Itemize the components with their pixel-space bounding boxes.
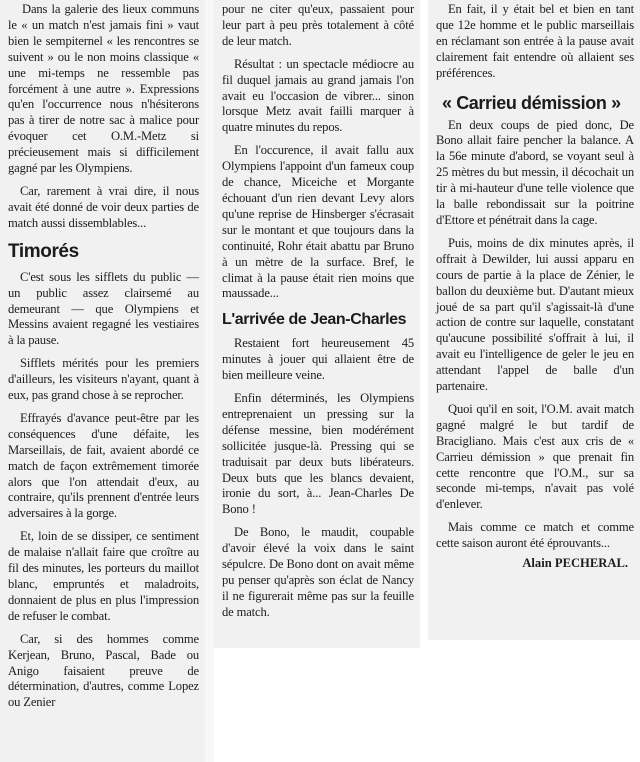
paragraph: Puis, moins de dix minutes après, il offrait à Dewilder, lui aussi apparu en cours de partie à la place de Zénier, le ballon du deuxième but. D'autant mieux joué de sa part qu'il s'agissait-là d'une action de contre sur laquelle, constatant qu'aucune possibilité s'offrait à lui, il avait eu l'intelligence de geler le jeu en attendant l'appel de balle d'un partenaire. bbox=[436, 235, 634, 394]
paragraph: Mais comme ce match et comme cette saison auront été éprouvants... bbox=[436, 520, 634, 551]
paragraph: En l'occurence, il avait fallu aux Olympiens l'appoint d'un fameux coup de chance, Miceiche et Morgante échouant d'un rien devant Levy alors qu'une reprise de Hinsberger s'écrasait sur le montant et que toujours dans la continuité, Rohr était abattu par Bruno à un mètre de la surface. Bref, le climat à la pause était rien moins que maussade... bbox=[222, 143, 414, 301]
paragraph: pour ne citer qu'eux, passaient pour leur part à peu près totalement à côté de leur match. bbox=[222, 2, 414, 48]
article-column-1 bbox=[0, 0, 205, 762]
paragraph: Et, loin de se dissiper, ce sentiment de malaise n'allait faire que croître au fil des minutes, les porteurs du maillot blanc, empruntés et maladroits, donnaient de plus en plus l'impression de refuser le combat. bbox=[8, 529, 199, 623]
paragraph: Car, si des hommes comme Kerjean, Bruno, Pascal, Bade ou Anigo faisaient preuve de détermination, d'autres, comme Lopez ou Zenier bbox=[8, 631, 199, 710]
author-signature: Alain PECHERAL. bbox=[522, 556, 628, 571]
paragraph: Enfin déterminés, les Olympiens entreprenaient un pressing sur la défense messine, bien modérément sollicitée jusque-là. Pressing qui se traduisait par deux buts libérateurs. Deux buts que les blancs devaient, ironie du sort, à... Jean-Charles De Bono ! bbox=[222, 391, 414, 517]
section-heading-carrieu: « Carrieu démission » bbox=[442, 92, 621, 113]
paragraph: Restaient fort heureusement 45 minutes à jouer qui allaient être de bien meilleure veine. bbox=[222, 336, 414, 383]
paragraph: En deux coups de pied donc, De Bono allait faire pencher la balance. A la 56e minute d'abord, se voyant seul à 25 mètres du but messin, il décochait un tir à mi-hauteur d'une telle violence que la balle rebondissait sur la poitrine d'Ettore et pénétrait dans la cage. bbox=[436, 117, 634, 227]
paragraph: En fait, il y était bel et bien en tant que 12e homme et le public marseillais en réclamant son entrée à la pause avait clairement fait entendre où allaient ses préférences. bbox=[436, 2, 634, 80]
paragraph: Effrayés d'avance peut-être par les conséquences d'une défaite, les Marseillais, de fait, avaient abordé ce match de façon extrêmement timorée alors que l'on attendait d'eux, au contraire, qu'ils prennent d'entrée leurs adversaires à la gorge. bbox=[8, 410, 199, 521]
paragraph: De Bono, le maudit, coupable d'avoir élevé la voix dans le saint sépulcre. De Bono dont on avait même pu penser qu'après son éclat de Nancy il ne figurerait même pas sur la feuille de match. bbox=[222, 525, 414, 619]
article-column-2 bbox=[214, 0, 420, 648]
paper-tint-strip bbox=[205, 0, 214, 762]
paragraph: Résultat : un spectacle médiocre au fil duquel jamais au grand jamais l'on avait eu l'occasion de vibrer... sinon lorsque Metz avait failli marquer à quatre minutes du repos. bbox=[222, 56, 414, 135]
paragraph: Dans la galerie des lieux communs le « un match n'est jamais fini » vaut bien le sempiternel « les rencontres se suivent » ou le non moins classique « une mi-temps ne ressemble pas forcément à une autre ». Expressions qu'en l'occurrence nous n'hésiterons pas à tirer de notre sac à malice pour évoquer cet O.M.-Metz si précieusement mais si difficilement gagné par les Olympiens. bbox=[8, 2, 199, 176]
article-column-3 bbox=[428, 0, 640, 640]
section-heading-arrivee: L'arrivée de Jean-Charles bbox=[222, 311, 407, 329]
paragraph: Sifflets mérités pour les premiers d'ailleurs, les visiteurs n'ayant, quant à eux, pas grand chose à se reprocher. bbox=[8, 356, 199, 403]
paragraph: C'est sous les sifflets du public — un public assez clairsemé au demeurant — que Olympiens et Messins avaient regagné les vestiaires à la pause. bbox=[8, 269, 199, 348]
paragraph: Quoi qu'il en soit, l'O.M. avait match gagné malgré le but tardif de Bracigliano. Mais c'est aux cris de « Carrieu démission » que prenait fin cette rencontre que l'O.M., sur sa seconde mi-temps, n'avait pas volé d'enlever. bbox=[436, 401, 634, 512]
paragraph: Car, rarement à vrai dire, il nous avait été donné de voir deux parties de match aussi dissemblables... bbox=[8, 183, 199, 230]
section-heading-timores: Timorés bbox=[8, 240, 79, 262]
